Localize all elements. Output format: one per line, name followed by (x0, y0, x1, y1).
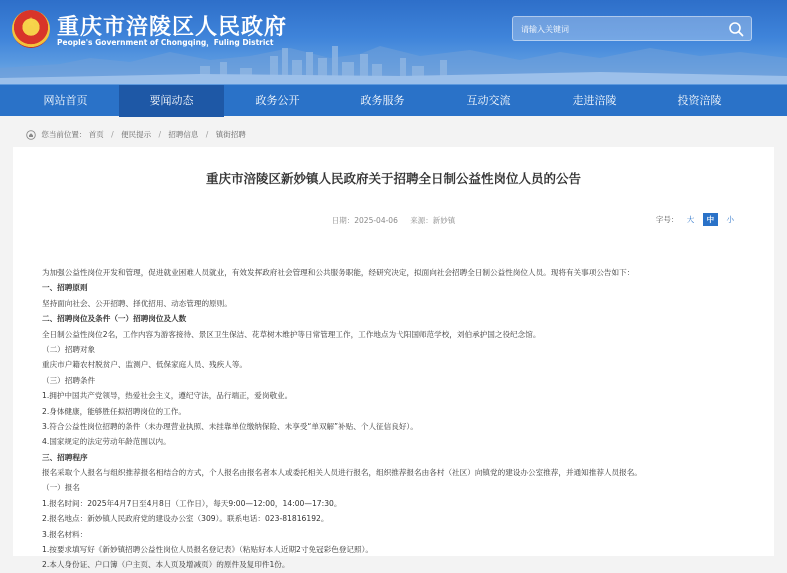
article-paragraph: （三）招聘条件 (42, 375, 96, 385)
nav-item-gov-open[interactable]: 政务公开 (255, 94, 300, 107)
article-paragraph: 3.符合公益性岗位招聘的条件（未办理营业执照、未挂靠单位缴纳保险、未享受“单双解”补贴、个人征信良好）。 (42, 421, 418, 431)
search-box (512, 16, 752, 41)
article-paragraph: （二）招聘对象 (42, 344, 96, 354)
site-subtitle: People's Government of Chongqing，Fuling District (57, 38, 274, 47)
article-paragraph: 1.拥护中国共产党领导，热爱社会主义，遵纪守法，品行端正，爱岗敬业。 (42, 391, 293, 401)
breadcrumb-notice[interactable]: 便民提示 (121, 130, 152, 139)
national-emblem-icon[interactable]: ★ (12, 10, 50, 48)
main-nav (0, 84, 787, 116)
article-paragraph: 2.报名地点：新妙镇人民政府党的建设办公室（309）。联系电话：023-81816192。 (42, 514, 329, 524)
search-icon[interactable] (728, 21, 744, 37)
article-paragraph: 重庆市户籍农村脱贫户、监测户、低保家庭人员、残疾人等。 (42, 360, 248, 370)
section-heading: 二、招聘岗位及条件（一）招聘岗位及人数 (42, 314, 187, 324)
article-paragraph: 报名采取个人报名与组织推荐报名相结合的方式，个人报名由报名者本人或委托相关人员进行报名，组织推荐报名由各村（社区）向镇党的建设办公室推荐，并通知推荐人员报名。 (42, 468, 642, 478)
article-paragraph: 4.国家规定的法定劳动年龄范围以内。 (42, 437, 171, 447)
article-paragraph: （一）报名 (42, 483, 80, 493)
breadcrumb-recruit[interactable]: 招聘信息 (168, 130, 199, 139)
section-heading: 三、招聘程序 (42, 452, 88, 462)
article-paragraph: 3.报名材料： (42, 529, 88, 539)
nav-item-invest-fuling[interactable]: 投资涪陵 (677, 94, 722, 107)
article-panel (13, 147, 774, 570)
breadcrumb-town-recruit[interactable]: 镇街招聘 (215, 130, 246, 139)
article-body (42, 265, 757, 573)
article-title: 重庆市涪陵区新妙镇人民政府关于招聘全日制公益性岗位人员的公告 (205, 171, 581, 186)
search-input[interactable] (521, 20, 721, 38)
article-paragraph: 全日制公益性岗位2名，工作内容为游客接待、景区卫生保洁、花草树木维护等日常管理工作，工作地点为弋阳国师范学校，刘伯承护国之役纪念馆。 (42, 329, 541, 339)
article-date: 日期：2025-04-06 (331, 216, 398, 225)
font-size-medium[interactable]: 中 (703, 213, 719, 226)
site-header (0, 0, 787, 84)
nav-item-gov-service[interactable]: 政务服务 (360, 94, 405, 107)
section-heading: 一、招聘原则 (42, 283, 88, 293)
site-title[interactable]: 重庆市涪陵区人民政府 (57, 15, 288, 40)
nav-item-news[interactable]: 要闻动态 (119, 85, 224, 117)
font-size-small[interactable]: 小 (726, 215, 734, 224)
home-icon (26, 130, 36, 140)
article-paragraph: 1.按要求填写好《新妙镇招聘公益性岗位人员报名登记表》（粘贴好本人近期2寸免冠彩色登记照）。 (42, 545, 374, 555)
article-paragraph: 2.身体健康，能够胜任拟招聘岗位的工作。 (42, 406, 186, 416)
article-paragraph: 为加强公益性岗位开发和管理，促进就业困难人员就业，有效发挥政府社会管理和公共服务职能，经研究决定，拟面向社会招聘全日制公益性岗位人员。现将有关事项公告如下： (42, 268, 635, 277)
article-paragraph: 1.报名时间：2025年4月7日至4月8日（工作日），每天9:00—12:00，14:00—17:30。 (42, 498, 342, 508)
article-paragraph: 坚持面向社会、公开招聘、择优招用、动态管理的原则。 (42, 298, 232, 308)
font-size-large[interactable]: 大 (686, 215, 695, 224)
article-paragraph: 2.本人身份证、户口簿（户主页、本人页及增减页）的原件及复印件1份。 (42, 560, 290, 570)
breadcrumb-separator: / (158, 130, 162, 139)
breadcrumb-home[interactable]: 首页 (88, 130, 104, 139)
article-source: 来源：新妙镇 (410, 216, 456, 225)
nav-item-interaction[interactable]: 互动交流 (466, 94, 511, 107)
breadcrumb (26, 128, 246, 142)
font-size-switcher (656, 213, 736, 226)
breadcrumb-label: 您当前位置： (41, 130, 87, 139)
nav-item-home[interactable]: 网站首页 (43, 94, 88, 107)
nav-item-about-fuling[interactable]: 走进涪陵 (572, 94, 617, 107)
breadcrumb-separator: / (111, 130, 114, 139)
font-size-label: 字号： (655, 215, 679, 224)
breadcrumb-separator: / (205, 130, 209, 139)
